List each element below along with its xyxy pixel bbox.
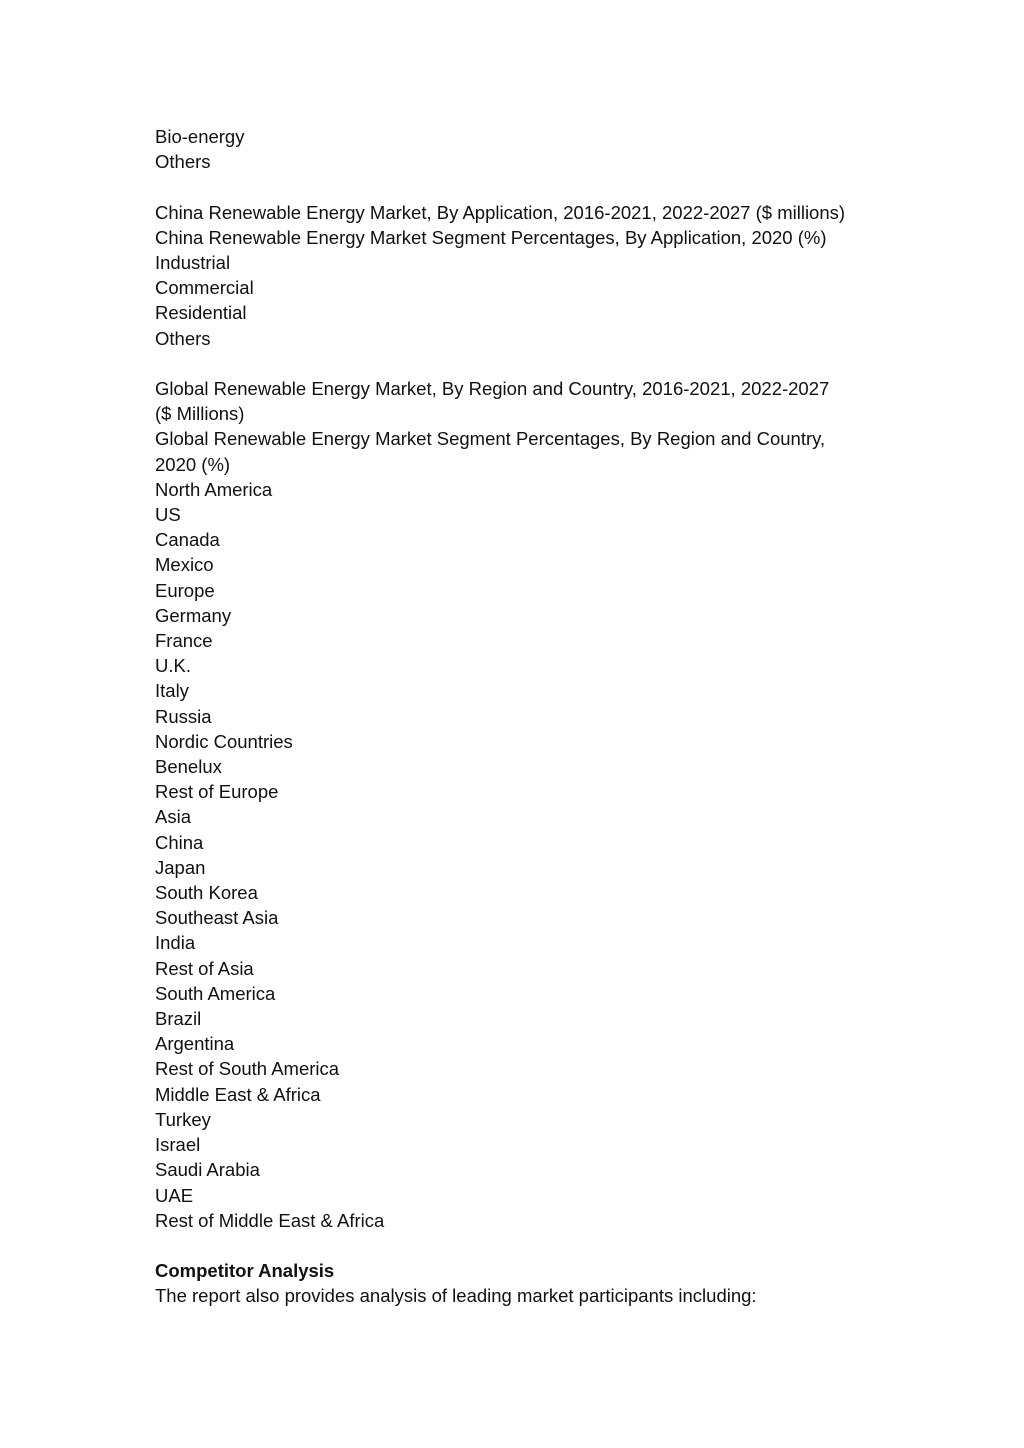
list-item: Industrial <box>155 252 231 273</box>
list-item: Japan <box>155 856 206 878</box>
list-item: China <box>155 831 204 853</box>
section-title-continued: ($ Millions) <box>155 403 245 425</box>
list-item: Rest of South America <box>155 1058 340 1080</box>
list-item: Europe <box>155 579 215 601</box>
list-item: South Korea <box>155 882 258 904</box>
section-title: Global Renewable Energy Market, By Region and Country, 2016-2021, 2022-2027 <box>155 378 830 399</box>
list-item: North America <box>155 478 273 500</box>
section-heading: Competitor Analysis <box>155 1260 335 1282</box>
list-item: US <box>155 504 181 526</box>
paragraph-gap <box>155 351 875 376</box>
list-item: Others <box>155 151 211 173</box>
paragraph-gap <box>155 1233 875 1258</box>
list-item: Saudi Arabia <box>155 1159 260 1181</box>
list-item: Bio-energy <box>155 126 245 147</box>
list-item: South America <box>155 982 276 1004</box>
list-item: Nordic Countries <box>155 730 293 752</box>
paragraph-text: The report also provides analysis of leading market participants including: <box>155 1285 757 1307</box>
list-item: Asia <box>155 806 191 828</box>
list-item: Germany <box>155 604 232 626</box>
list-item: Israel <box>155 1134 201 1156</box>
list-item: UAE <box>155 1184 194 1206</box>
list-item: Russia <box>155 705 212 727</box>
list-item: Mexico <box>155 554 214 576</box>
section-subtitle-continued: 2020 (%) <box>155 453 231 475</box>
list-item: U.K. <box>155 655 191 677</box>
document-page <box>155 124 875 1309</box>
list-item: Italy <box>155 680 189 702</box>
list-item: Others <box>155 327 211 349</box>
paragraph-gap <box>155 174 875 199</box>
list-item: Rest of Asia <box>155 957 254 979</box>
region-list <box>155 477 875 1233</box>
list-item: Benelux <box>155 756 222 778</box>
list-item: Middle East & Africa <box>155 1083 321 1105</box>
list-item: Argentina <box>155 1033 235 1055</box>
section-subtitle: China Renewable Energy Market Segment Percentages, By Application, 2020 (%) <box>155 226 827 248</box>
list-item: Rest of Europe <box>155 781 279 803</box>
competitor-analysis-section <box>155 1258 875 1308</box>
section-title: China Renewable Energy Market, By Application, 2016-2021, 2022-2027 ($ millions) <box>155 201 846 223</box>
region-country-section <box>155 376 875 1233</box>
list-item: Southeast Asia <box>155 907 279 929</box>
china-application-section <box>155 200 875 351</box>
list-item: Brazil <box>155 1008 202 1030</box>
list-item: Rest of Middle East & Africa <box>155 1209 385 1231</box>
application-type-list <box>155 124 875 174</box>
list-item: Turkey <box>155 1108 211 1130</box>
section-subtitle: Global Renewable Energy Market Segment Percentages, By Region and Country, <box>155 428 826 450</box>
list-item: Residential <box>155 302 247 324</box>
list-item: France <box>155 630 213 652</box>
list-item: Commercial <box>155 277 254 299</box>
list-item: Canada <box>155 529 220 551</box>
list-item: India <box>155 932 196 954</box>
